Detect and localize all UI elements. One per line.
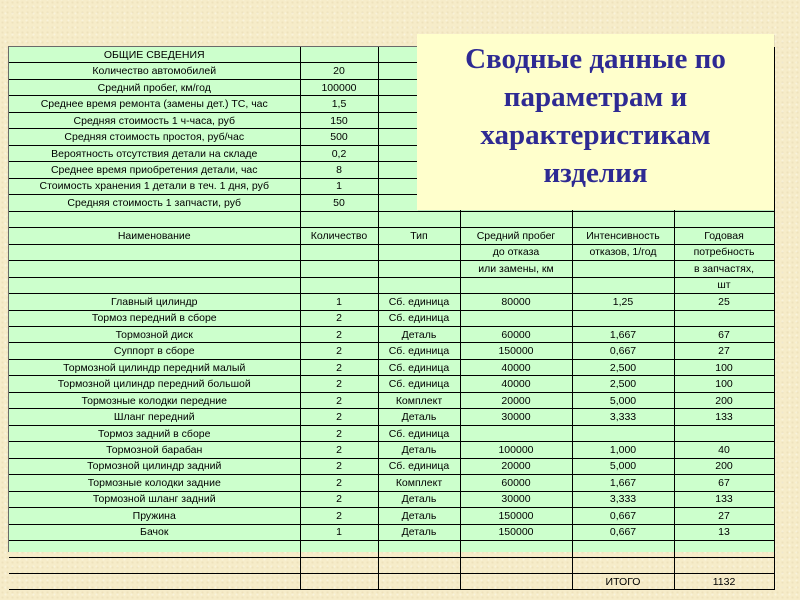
table-row xyxy=(9,409,774,425)
part-qty: 2 xyxy=(300,343,378,359)
col-header-rate: отказов, 1/год xyxy=(572,244,674,260)
general-label: Средний пробег, км/год xyxy=(9,79,300,95)
part-qty: 2 xyxy=(300,425,378,441)
part-need xyxy=(674,425,774,441)
general-value: 100000 xyxy=(300,79,378,95)
part-rate: 0,667 xyxy=(572,508,674,524)
part-name: Главный цилиндр xyxy=(9,294,300,310)
part-need: 133 xyxy=(674,491,774,507)
part-type: Деталь xyxy=(378,326,460,342)
part-qty: 2 xyxy=(300,310,378,326)
part-need: 100 xyxy=(674,376,774,392)
part-mileage: 150000 xyxy=(460,508,572,524)
col-header-qty: Количество xyxy=(300,228,378,244)
general-value: 20 xyxy=(300,63,378,79)
part-need: 133 xyxy=(674,409,774,425)
parts-header-row xyxy=(9,244,774,260)
part-qty: 1 xyxy=(300,294,378,310)
part-qty: 2 xyxy=(300,475,378,491)
part-type: Сб. единица xyxy=(378,376,460,392)
general-label: Среднее время ремонта (замены дет.) ТС, час xyxy=(9,96,300,112)
part-rate: 1,25 xyxy=(572,294,674,310)
part-mileage xyxy=(460,425,572,441)
general-label: Вероятность отсутствия детали на складе xyxy=(9,145,300,161)
part-rate: 1,000 xyxy=(572,442,674,458)
part-name: Тормозные колодки задние xyxy=(9,475,300,491)
part-qty: 2 xyxy=(300,359,378,375)
general-label: Средняя стоимость 1 запчасти, руб xyxy=(9,195,300,211)
slide-title-line: характеристикам xyxy=(480,119,711,151)
part-rate: 3,333 xyxy=(572,491,674,507)
part-name: Тормозной цилиндр передний малый xyxy=(9,359,300,375)
table-row xyxy=(9,326,774,342)
part-mileage: 60000 xyxy=(460,326,572,342)
part-need: 200 xyxy=(674,392,774,408)
general-label: Средняя стоимость 1 ч-часа, руб xyxy=(9,112,300,128)
part-qty: 2 xyxy=(300,442,378,458)
table-row xyxy=(9,491,774,507)
part-mileage: 150000 xyxy=(460,343,572,359)
part-qty: 2 xyxy=(300,392,378,408)
table-row xyxy=(9,376,774,392)
parts-header-row xyxy=(9,261,774,277)
part-need: 100 xyxy=(674,359,774,375)
part-type: Комплект xyxy=(378,475,460,491)
part-need: 67 xyxy=(674,326,774,342)
part-mileage: 40000 xyxy=(460,376,572,392)
spacer-row xyxy=(9,211,774,227)
col-header-need: в запчастях, xyxy=(674,261,774,277)
slide-title-callout xyxy=(417,34,774,210)
part-mileage xyxy=(460,310,572,326)
part-type: Деталь xyxy=(378,409,460,425)
part-type: Сб. единица xyxy=(378,310,460,326)
part-mileage: 20000 xyxy=(460,392,572,408)
part-mileage: 30000 xyxy=(460,491,572,507)
table-row xyxy=(9,458,774,474)
table-row xyxy=(9,294,774,310)
part-type: Деталь xyxy=(378,442,460,458)
part-need: 25 xyxy=(674,294,774,310)
general-label: Количество автомобилей xyxy=(9,63,300,79)
general-value: 150 xyxy=(300,112,378,128)
part-name: Тормозной шланг задний xyxy=(9,491,300,507)
part-qty: 2 xyxy=(300,409,378,425)
part-name: Суппорт в сборе xyxy=(9,343,300,359)
part-type: Деталь xyxy=(378,508,460,524)
part-need: 27 xyxy=(674,343,774,359)
table-row xyxy=(9,508,774,524)
part-qty: 2 xyxy=(300,376,378,392)
part-rate: 5,000 xyxy=(572,392,674,408)
col-header-need: потребность xyxy=(674,244,774,260)
part-name: Шланг передний xyxy=(9,409,300,425)
part-qty: 2 xyxy=(300,326,378,342)
part-rate: 2,500 xyxy=(572,359,674,375)
col-header-mileage: или замены, км xyxy=(460,261,572,277)
part-need: 200 xyxy=(674,458,774,474)
part-type: Комплект xyxy=(378,392,460,408)
part-mileage: 150000 xyxy=(460,524,572,540)
part-rate xyxy=(572,310,674,326)
part-rate: 5,000 xyxy=(572,458,674,474)
part-rate: 0,667 xyxy=(572,343,674,359)
parts-header-row xyxy=(9,228,774,244)
part-need xyxy=(674,310,774,326)
part-type: Сб. единица xyxy=(378,458,460,474)
total-row xyxy=(9,574,774,590)
part-qty: 2 xyxy=(300,508,378,524)
part-name: Тормозной диск xyxy=(9,326,300,342)
general-header-cell: ОБЩИЕ СВЕДЕНИЯ xyxy=(9,47,300,63)
spacer-row xyxy=(9,557,774,573)
general-value: 50 xyxy=(300,195,378,211)
part-type: Деталь xyxy=(378,491,460,507)
col-header-name: Наименование xyxy=(9,228,300,244)
part-rate: 1,667 xyxy=(572,475,674,491)
part-mileage: 80000 xyxy=(460,294,572,310)
slide-title-line: Сводные данные по xyxy=(465,43,726,75)
part-type: Сб. единица xyxy=(378,294,460,310)
slide-title-line: изделия xyxy=(543,157,648,189)
part-name: Тормоз задний в сборе xyxy=(9,425,300,441)
col-header-type: Тип xyxy=(378,228,460,244)
total-label: ИТОГО xyxy=(572,574,674,590)
part-type: Сб. единица xyxy=(378,359,460,375)
general-value: 1 xyxy=(300,178,378,194)
part-rate xyxy=(572,425,674,441)
general-value: 8 xyxy=(300,162,378,178)
part-type: Сб. единица xyxy=(378,425,460,441)
table-row xyxy=(9,359,774,375)
general-label: Стоимость хранения 1 детали в теч. 1 дня, руб xyxy=(9,178,300,194)
part-mileage: 40000 xyxy=(460,359,572,375)
table-row xyxy=(9,475,774,491)
part-name: Тормозной цилиндр передний большой xyxy=(9,376,300,392)
general-value: 1,5 xyxy=(300,96,378,112)
table-row xyxy=(9,310,774,326)
part-need: 67 xyxy=(674,475,774,491)
part-name: Тормозной цилиндр задний xyxy=(9,458,300,474)
table-row xyxy=(9,442,774,458)
part-mileage: 100000 xyxy=(460,442,572,458)
part-need: 27 xyxy=(674,508,774,524)
part-mileage: 30000 xyxy=(460,409,572,425)
col-header-need: шт xyxy=(674,277,774,293)
part-name: Тормозные колодки передние xyxy=(9,392,300,408)
part-rate: 2,500 xyxy=(572,376,674,392)
general-value: 0,2 xyxy=(300,145,378,161)
parts-header-row xyxy=(9,277,774,293)
col-header-rate: Интенсивность xyxy=(572,228,674,244)
col-header-need: Годовая xyxy=(674,228,774,244)
table-row xyxy=(9,524,774,540)
part-name: Бачок xyxy=(9,524,300,540)
part-name: Тормоз передний в сборе xyxy=(9,310,300,326)
general-label: Средняя стоимость простоя, руб/час xyxy=(9,129,300,145)
slide-title-line: параметрам и xyxy=(503,81,688,113)
table-row xyxy=(9,343,774,359)
slide-title xyxy=(417,40,774,192)
part-rate: 1,667 xyxy=(572,326,674,342)
part-need: 13 xyxy=(674,524,774,540)
part-type: Сб. единица xyxy=(378,343,460,359)
table-row xyxy=(9,425,774,441)
part-name: Пружина xyxy=(9,508,300,524)
general-label: Среднее время приобретения детали, час xyxy=(9,162,300,178)
part-mileage: 20000 xyxy=(460,458,572,474)
spacer-row xyxy=(9,541,774,557)
part-qty: 2 xyxy=(300,458,378,474)
col-header-mileage: до отказа xyxy=(460,244,572,260)
general-value: 500 xyxy=(300,129,378,145)
part-need: 40 xyxy=(674,442,774,458)
part-type: Деталь xyxy=(378,524,460,540)
total-value: 1132 xyxy=(674,574,774,590)
part-name: Тормозной барабан xyxy=(9,442,300,458)
part-rate: 0,667 xyxy=(572,524,674,540)
part-rate: 3,333 xyxy=(572,409,674,425)
part-mileage: 60000 xyxy=(460,475,572,491)
part-qty: 1 xyxy=(300,524,378,540)
col-header-mileage: Средний пробег xyxy=(460,228,572,244)
table-row xyxy=(9,392,774,408)
part-qty: 2 xyxy=(300,491,378,507)
